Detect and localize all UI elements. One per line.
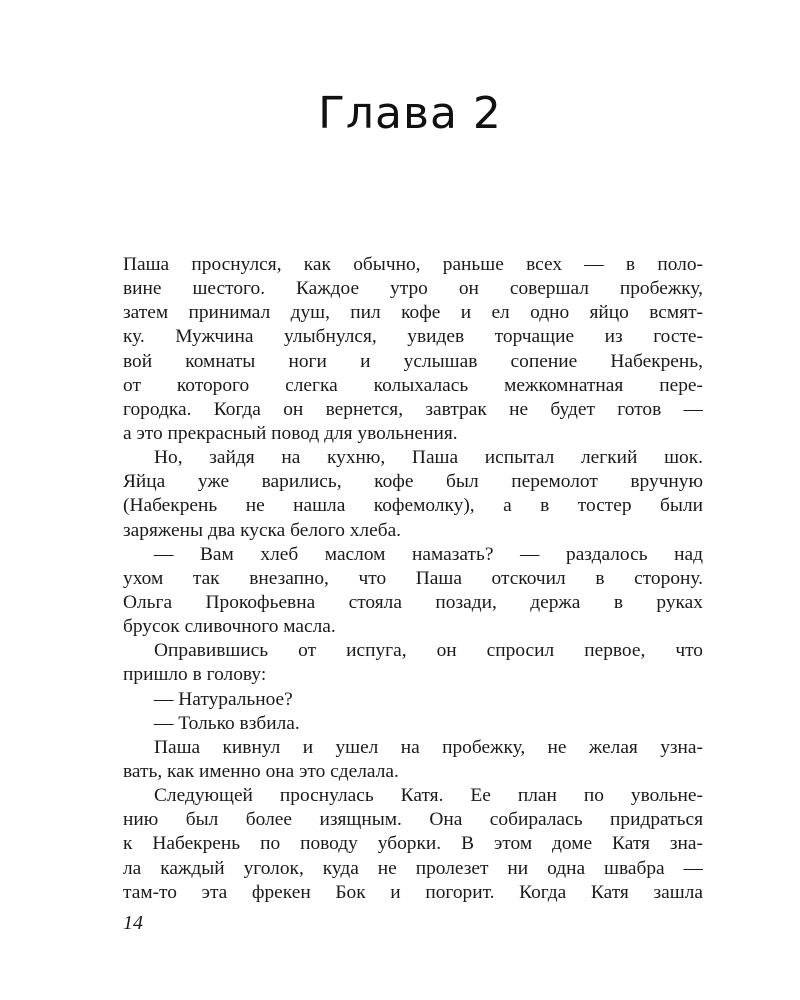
text-line: городка. Когда он вернется, завтрак не будет готов —	[123, 398, 703, 420]
body-text	[123, 253, 703, 905]
text-line: — Вам хлеб маслом намазать? — раздалось над	[154, 543, 703, 565]
text-line: брусок сливочного масла.	[123, 616, 336, 638]
text-line: там-то эта фрекен Бок и погорит. Когда Катя зашла	[123, 881, 703, 903]
text-line: от которого слегка колыхалась межкомнатная пере-	[123, 374, 703, 396]
text-line: к Набекрень по поводу уборки. В этом доме Катя зна-	[123, 833, 703, 855]
text-line: вать, как именно она это сделала.	[123, 760, 399, 782]
text-line: затем принимал душ, пил кофе и ел одно яйцо всмят-	[123, 302, 703, 324]
text-line: Но, зайдя на кухню, Паша испытал легкий шок.	[154, 447, 703, 469]
text-line: — Только взбила.	[154, 712, 300, 734]
text-line: Паша кивнул и ушел на пробежку, не желая узна-	[154, 736, 703, 758]
page-number: 14	[123, 912, 143, 934]
text-line: Яйца уже варились, кофе был перемолот вручную	[123, 471, 703, 493]
text-line: ла каждый уголок, куда не пролезет ни одна швабра —	[123, 857, 703, 879]
chapter-title: Глава 2	[318, 88, 502, 139]
text-line: нию был более изящным. Она собиралась придраться	[123, 809, 703, 831]
text-line: а это прекрасный повод для увольнения.	[123, 422, 458, 444]
text-line: ку. Мужчина улыбнулся, увидев торчащие из госте-	[123, 326, 703, 348]
text-line: вине шестого. Каждое утро он совершал пробежку,	[123, 278, 703, 300]
text-line: Следующей проснулась Катя. Ее план по увольне-	[154, 785, 703, 807]
text-line: пришло в голову:	[123, 664, 267, 686]
text-line: Оправившись от испуга, он спросил первое, что	[154, 640, 703, 662]
text-line: — Натуральное?	[154, 688, 293, 710]
text-line: (Набекрень не нашла кофемолку), а в тостер были	[123, 495, 703, 517]
text-line: Паша проснулся, как обычно, раньше всех — в поло-	[123, 254, 703, 275]
text-line: Ольга Прокофьевна стояла позади, держа в руках	[123, 591, 703, 613]
text-line: заряжены два куска белого хлеба.	[123, 519, 402, 541]
text-line: вой комнаты ноги и услышав сопение Набекрень,	[123, 350, 703, 372]
text-line: ухом так внезапно, что Паша отскочил в сторону.	[123, 567, 703, 589]
